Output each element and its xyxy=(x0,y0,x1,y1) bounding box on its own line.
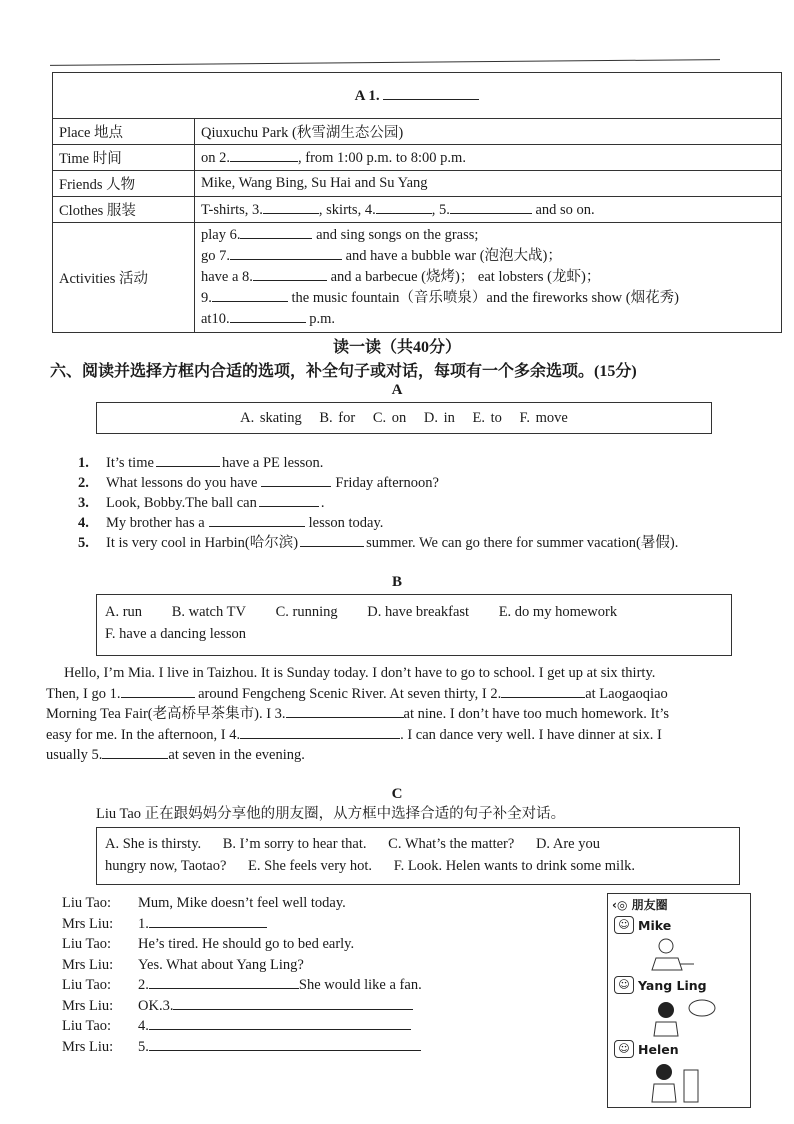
activity-line: play 6. and sing songs on the grass; xyxy=(201,227,479,243)
blank[interactable] xyxy=(501,684,585,698)
question-6-title: 六、阅读并选择方框内合适的选项，补全句子或对话，每项有一个多余选项。(15分) xyxy=(50,363,637,380)
option: D. have breakfast xyxy=(367,604,470,620)
option: D. Are you xyxy=(535,836,600,852)
option: B. watch TV xyxy=(171,604,246,620)
section-c-intro: Liu Tao 正在跟妈妈分享他的朋友圈，从方框中选择合适的句子补全对话。 xyxy=(96,806,566,822)
option: B. for xyxy=(319,410,356,426)
label-friends: Friends 人物 xyxy=(53,171,195,197)
dialog-line: Liu Tao: 4. xyxy=(62,1016,422,1037)
blank[interactable] xyxy=(156,453,220,467)
section-c-letter: C xyxy=(391,786,403,802)
blank[interactable] xyxy=(149,1016,411,1030)
blank[interactable] xyxy=(149,914,267,928)
value-time: on 2. , from 1:00 p.m. to 8:00 p.m. xyxy=(195,145,782,171)
moments-header: ‹◎ 朋友圈 xyxy=(612,898,668,912)
info-table xyxy=(52,72,782,333)
section-a-letter: A xyxy=(391,382,403,398)
blank[interactable] xyxy=(253,267,327,281)
blank[interactable] xyxy=(259,493,319,507)
reading-header: 读一读（共40分） xyxy=(332,339,461,356)
section-b-passage: Hello, I’m Mia. I live in Taizhou. It is Sunday today. I don’t have to go to school. I get up at six thirty. Then, I go 1. around Fengcheng Scenic River. At seven thirty, I 2. at Laogaoqiao Morning Tea Fair(老高桥早茶集市). I 3. at nine. I don’t have too much homework. It’s easy for me. In the afternoon, I 4. . I can dance very well. I have dinner at six. I usually 5. at seven in the evening. xyxy=(46,665,670,763)
activity-line: at10. p.m. xyxy=(201,311,335,327)
option: F. move xyxy=(519,410,568,426)
option: F. have a dancing lesson xyxy=(105,626,246,642)
blank[interactable] xyxy=(209,513,305,527)
option: C. What’s the matter? xyxy=(388,836,515,852)
chat-icon: ‹◎ xyxy=(612,898,628,912)
moments-entry-yang-ling: ☺ Yang Ling xyxy=(614,976,707,994)
activity-line: 9. the music fountain（音乐喷泉）and the fireworks show (烟花秀) xyxy=(201,290,679,306)
blank[interactable] xyxy=(300,533,364,547)
value-activities xyxy=(195,223,782,333)
avatar: ☺ xyxy=(614,916,634,934)
blank[interactable] xyxy=(263,200,319,214)
options-box-a xyxy=(96,402,712,434)
mike-illustration xyxy=(648,936,698,972)
question-row: 4. My brother has a lesson today. xyxy=(78,515,384,531)
options-box-c xyxy=(96,827,740,885)
blank[interactable] xyxy=(173,996,413,1010)
blank[interactable] xyxy=(383,86,479,100)
dialog-line: Mrs Liu: 1. xyxy=(62,914,422,935)
blank[interactable] xyxy=(121,684,195,698)
blank[interactable] xyxy=(212,288,288,302)
dialog xyxy=(62,893,422,1057)
dialog-line: Mrs Liu: Yes. What about Yang Ling? xyxy=(62,956,304,973)
option: hungry now, Taotao? xyxy=(105,858,227,874)
option: E. do my homework xyxy=(498,604,618,620)
blank[interactable] xyxy=(240,725,400,739)
blank[interactable] xyxy=(149,975,299,989)
value-place: Qiuxuchu Park (秋雪湖生态公园) xyxy=(195,119,782,145)
option: F. Look. Helen wants to drink some milk. xyxy=(393,858,635,874)
value-friends: Mike, Wang Bing, Su Hai and Su Yang xyxy=(195,171,782,197)
blank[interactable] xyxy=(230,148,298,162)
options-box-b xyxy=(96,594,732,656)
option: B. I’m sorry to hear that. xyxy=(222,836,367,852)
question-row: 1. It’s time have a PE lesson. xyxy=(78,455,324,471)
label-place: Place 地点 xyxy=(53,119,195,145)
blank[interactable] xyxy=(286,704,404,718)
activity-line: have a 8. and a barbecue (烧烤)； eat lobsters (龙虾)； xyxy=(201,269,601,285)
blank[interactable] xyxy=(230,246,342,260)
blank[interactable] xyxy=(240,225,312,239)
dialog-line: Liu Tao: He’s tired. He should go to bed early. xyxy=(62,936,355,952)
option: D. in xyxy=(423,410,455,426)
moments-entry-helen: ☺ Helen xyxy=(614,1040,679,1058)
moments-entry-mike: ☺ Mike xyxy=(614,916,671,934)
dialog-line: Mrs Liu: 5. xyxy=(62,1037,422,1058)
label-activities: Activities 活动 xyxy=(53,223,195,333)
question-row: 3. Look, Bobby.The ball can . xyxy=(78,495,325,511)
helen-illustration xyxy=(648,1062,708,1104)
option: A. run xyxy=(105,604,143,620)
option: E. to xyxy=(472,410,502,426)
section-b-letter: B xyxy=(391,574,402,590)
label-time: Time 时间 xyxy=(53,145,195,171)
option: A. skating xyxy=(240,410,302,426)
blank[interactable] xyxy=(376,200,432,214)
blank[interactable] xyxy=(102,745,168,759)
moments-panel xyxy=(607,893,751,1108)
yang-ling-illustration xyxy=(648,998,718,1038)
option: C. running xyxy=(275,604,338,620)
blank[interactable] xyxy=(230,309,306,323)
blank[interactable] xyxy=(450,200,532,214)
question-row: 5. It is very cool in Harbin(哈尔滨) summer. We can go there for summer vacation(暑假). xyxy=(78,535,679,551)
avatar: ☺ xyxy=(614,976,634,994)
blank[interactable] xyxy=(149,1037,421,1051)
activity-line: go 7. and have a bubble war (泡泡大战)； xyxy=(201,248,562,264)
question-row: 2. What lessons do you have Friday afternoon? xyxy=(78,475,439,491)
label-clothes: Clothes 服装 xyxy=(53,197,195,223)
dialog-line: Liu Tao: 2. She would like a fan. xyxy=(62,977,422,993)
option: C. on xyxy=(372,410,407,426)
table-title: A 1. xyxy=(53,73,782,119)
dialog-line: Liu Tao: Mum, Mike doesn’t feel well today. xyxy=(62,895,346,911)
option: A. She is thirsty. xyxy=(105,836,202,852)
value-clothes: T-shirts, 3. , skirts, 4. , 5. and so on. xyxy=(195,197,782,223)
section-a-questions xyxy=(78,453,678,553)
dialog-line: Mrs Liu: OK.3. xyxy=(62,996,422,1017)
blank[interactable] xyxy=(261,473,331,487)
option: E. She feels very hot. xyxy=(248,858,373,874)
avatar: ☺ xyxy=(614,1040,634,1058)
top-rule xyxy=(50,59,720,66)
